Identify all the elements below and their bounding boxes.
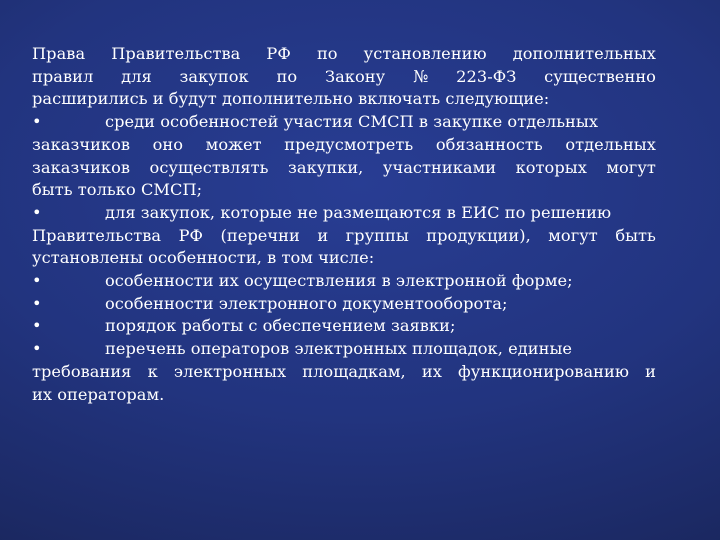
bullet-item — [32, 293, 656, 316]
text-line — [32, 225, 656, 248]
text-line — [32, 361, 656, 384]
word: электронных — [173, 361, 287, 381]
text-line: установлены особенности, в том числе: — [32, 248, 375, 268]
bullet-item — [32, 270, 656, 293]
bullet-text: для закупок, которые не размещаются в ЕИС по решению — [105, 202, 612, 222]
bullet-item — [32, 202, 656, 225]
bullet-item — [32, 111, 656, 134]
text-line — [32, 157, 656, 180]
word: Правительства — [111, 44, 241, 63]
word: отдельных — [565, 134, 656, 154]
word: к — [147, 361, 158, 381]
word: РФ — [178, 225, 204, 245]
word: существенно — [544, 66, 656, 86]
text-line — [32, 134, 656, 157]
bullet-text: среди особенностей участия СМСП в закупке отдельных — [105, 112, 599, 132]
word: группы — [345, 225, 409, 245]
word: требования — [32, 361, 132, 381]
word: закупок — [179, 66, 249, 86]
word: обязанность — [435, 134, 543, 154]
word: их — [421, 361, 442, 381]
bullet-text: перечень операторов электронных площадок, единые — [105, 339, 573, 359]
word: для — [121, 66, 152, 86]
word: быть — [615, 225, 656, 245]
word: (перечни — [220, 225, 300, 245]
word: предусмотреть — [284, 134, 414, 154]
word: дополнительных — [512, 44, 656, 63]
word: Закону — [324, 66, 386, 86]
word: по — [276, 66, 298, 86]
bullet-item — [32, 338, 656, 361]
text-line: расширились и будут дополнительно включать следующие: — [32, 89, 550, 109]
bullet-icon: • — [32, 293, 42, 313]
word: по — [316, 44, 338, 63]
bullet-icon: • — [32, 112, 42, 132]
bullet-icon: • — [32, 271, 42, 291]
word: могут — [606, 157, 656, 177]
word: установлению — [363, 44, 487, 63]
word: участниками — [382, 157, 497, 177]
word: № — [412, 66, 429, 86]
bullet-icon: • — [32, 202, 42, 222]
bullet-item — [32, 315, 656, 338]
word: которых — [515, 157, 587, 177]
word: функционированию — [458, 361, 629, 381]
text-line — [32, 43, 656, 66]
bullet-icon: • — [32, 316, 42, 336]
text-line: их операторам. — [32, 384, 165, 404]
text-line: быть только СМСП; — [32, 180, 203, 200]
word: продукции), — [426, 225, 531, 245]
bullet-icon: • — [32, 339, 42, 359]
word: Права — [32, 44, 86, 63]
word: осуществлять — [149, 157, 269, 177]
word: и — [317, 225, 329, 245]
word: Правительства — [32, 225, 162, 245]
word: могут — [548, 225, 598, 245]
word: правил — [32, 66, 94, 86]
bullet-text: особенности их осуществления в электронной форме; — [105, 271, 573, 291]
word: может — [205, 134, 262, 154]
word: РФ — [266, 44, 291, 63]
word: и — [645, 361, 656, 381]
slide-body-text — [32, 43, 656, 406]
word: закупки, — [288, 157, 364, 177]
word: заказчиков — [32, 157, 131, 177]
bullet-text: порядок работы с обеспечением заявки; — [105, 316, 456, 336]
word: оно — [152, 134, 184, 154]
word: 223-ФЗ — [456, 66, 517, 86]
bullet-text: особенности электронного документооборота; — [105, 293, 508, 313]
text-line — [32, 66, 656, 89]
word: площадкам, — [302, 361, 406, 381]
word: заказчиков — [32, 134, 131, 154]
